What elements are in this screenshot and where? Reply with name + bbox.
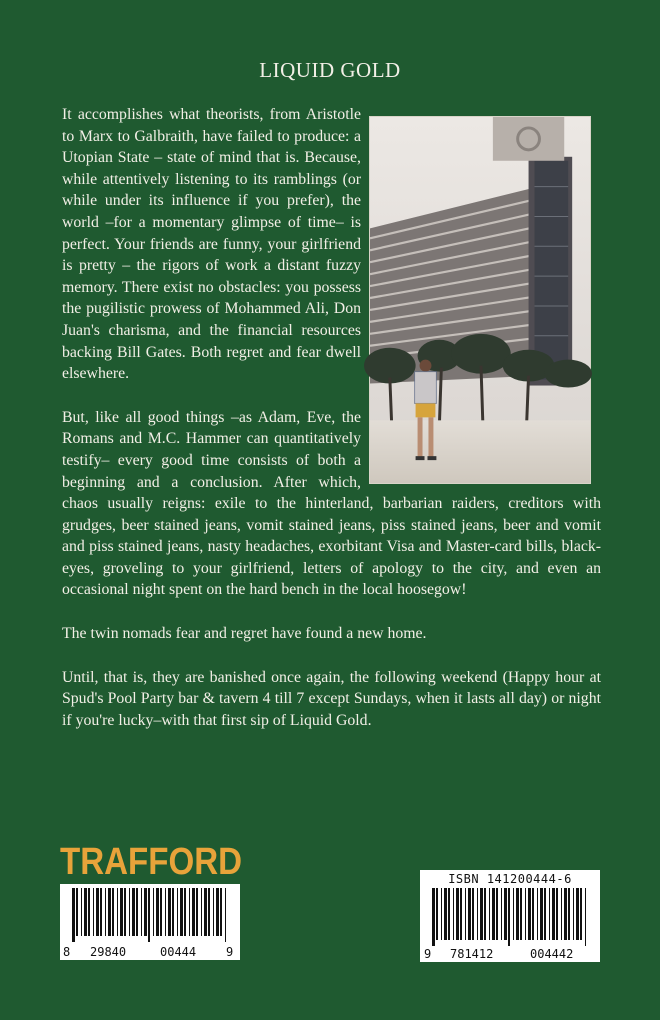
barcode-bar xyxy=(472,888,474,940)
barcode-bar xyxy=(177,888,178,936)
blurb-paragraph: It accomplishes what theorists, from Aristotle to Marx to Galbraith, have failed to produce: a Utopian State – state of mind that is. Because, while attentively listening to its ramblings (or while under its influence if you prefer), the world –for a momentary glimpse of time– is perfect. Your friends are funny, your girlfriend is pretty – the rigors of work a distant fuzzy memory. There exist no obstacles: you possess the pugilistic prowess of Mohammed Ali, Don Juan's charisma, and the financial resources backing Bill Gates. Both regret and fear dwell elsewhere. xyxy=(62,106,361,383)
barcode-bar xyxy=(108,888,111,936)
barcode-bar xyxy=(112,888,114,936)
barcode-bar xyxy=(184,888,186,936)
barcode-bar xyxy=(136,888,138,936)
barcode-bar xyxy=(153,888,154,936)
barcode-bar xyxy=(516,888,519,940)
barcode-bar xyxy=(189,888,190,936)
barcode-bar xyxy=(537,888,538,940)
barcode-bar xyxy=(204,888,207,936)
barcode-bars-left xyxy=(60,884,240,944)
barcode-bar xyxy=(141,888,142,936)
trafford-logo xyxy=(60,840,242,883)
back-cover-blurb xyxy=(62,104,601,753)
barcode-bar xyxy=(165,888,166,936)
barcode-bar xyxy=(148,888,150,942)
barcode-bar xyxy=(168,888,171,936)
barcode-bar xyxy=(573,888,574,940)
barcode-bar xyxy=(180,888,183,936)
blurb-paragraph: But, like all good things –as Adam, Eve, the Romans and M.C. Hammer can quantitatively testify– every good time consists of both a beginning and a conclusion. After which, chaos usually reigns: exile to the hinterland, barbarian raiders, creditors with grudges, beer stained jeans, vomit stained jeans, piss stained jeans, beer and vomit and piss stained jeans, nasty headaches, exorbitant Visa and Master-card bills, black-eyes, groveling to your girlfriend, letters of apology to the city, and even an occasional night spent on the hard bench in the local hoosegow! xyxy=(62,408,601,599)
barcode-bar xyxy=(192,888,195,936)
barcode-bar xyxy=(520,888,522,940)
barcode-bar xyxy=(201,888,202,936)
barcode-bar xyxy=(132,888,135,936)
barcode-bar xyxy=(513,888,514,940)
barcode-bar xyxy=(441,888,442,940)
barcode-bar xyxy=(453,888,454,940)
barcode-bar xyxy=(129,888,130,936)
upc-barcode: 8 29840 00444 9 xyxy=(60,884,240,960)
barcode-bar xyxy=(105,888,106,936)
blurb-paragraph: The twin nomads fear and regret have found a new home. xyxy=(62,625,427,643)
barcode-bar xyxy=(540,888,543,940)
barcode-bar xyxy=(580,888,582,940)
barcode-bar xyxy=(456,888,459,940)
barcode-bar xyxy=(172,888,174,936)
barcode-bar xyxy=(208,888,210,936)
barcode-bar xyxy=(576,888,579,940)
barcode-bar xyxy=(568,888,570,940)
barcode-bar xyxy=(525,888,526,940)
barcode-bar xyxy=(496,888,498,940)
barcode-bar xyxy=(492,888,495,940)
barcode-bar xyxy=(508,888,510,946)
barcode-bar xyxy=(480,888,483,940)
barcode-bar xyxy=(88,888,90,936)
barcode-bar xyxy=(585,888,586,946)
barcode-bar xyxy=(144,888,147,936)
barcode-bar xyxy=(96,888,99,936)
barcode-bar xyxy=(120,888,123,936)
barcode-bar xyxy=(556,888,558,940)
book-title: LIQUID GOLD xyxy=(259,58,401,82)
barcode-bar xyxy=(564,888,567,940)
barcode-bar xyxy=(484,888,486,940)
barcode-bar xyxy=(444,888,447,940)
barcode-bar xyxy=(156,888,159,936)
barcode-bar xyxy=(196,888,198,936)
barcode-bar xyxy=(72,888,75,942)
barcode-bar xyxy=(477,888,478,940)
isbn-barcode: ISBN 141200444-6 9 781412 004442 xyxy=(420,870,600,962)
barcode-bar xyxy=(489,888,490,940)
barcode-bar xyxy=(81,888,82,936)
barcode-bar xyxy=(124,888,126,936)
barcode-bar xyxy=(100,888,102,936)
isbn-label: ISBN 141200444-6 xyxy=(448,872,572,886)
barcode-bar xyxy=(76,888,78,936)
publisher-name: TRAFFORD xyxy=(60,841,242,883)
barcode-bar xyxy=(84,888,87,936)
barcode-bar xyxy=(460,888,462,940)
barcode-bar xyxy=(448,888,450,940)
barcode-bars-right xyxy=(420,870,600,946)
barcode-bar xyxy=(465,888,466,940)
barcode-bar xyxy=(468,888,471,940)
barcode-bar xyxy=(220,888,222,936)
barcode-bar xyxy=(216,888,219,936)
barcode-bar xyxy=(213,888,214,936)
barcode-bar xyxy=(432,888,435,946)
barcode-bar xyxy=(501,888,502,940)
barcode-bar xyxy=(504,888,507,940)
barcode-bar xyxy=(552,888,555,940)
barcode-bar xyxy=(528,888,531,940)
barcode-bar xyxy=(532,888,534,940)
barcode-bar xyxy=(436,888,438,940)
barcode-bar xyxy=(117,888,118,936)
barcode-bar xyxy=(549,888,550,940)
barcode-bar xyxy=(93,888,94,936)
barcode-bar xyxy=(561,888,562,940)
barcode-bar xyxy=(225,888,226,942)
blurb-paragraph: Until, that is, they are banished once again, the following weekend (Happy hour at Spud's Pool Party bar & tavern 4 till 7 except Sundays, when it lasts all day) or night if you're lucky–with that first sip of Liquid Gold. xyxy=(62,668,601,729)
barcode-bar xyxy=(160,888,162,936)
barcode-bar xyxy=(544,888,546,940)
